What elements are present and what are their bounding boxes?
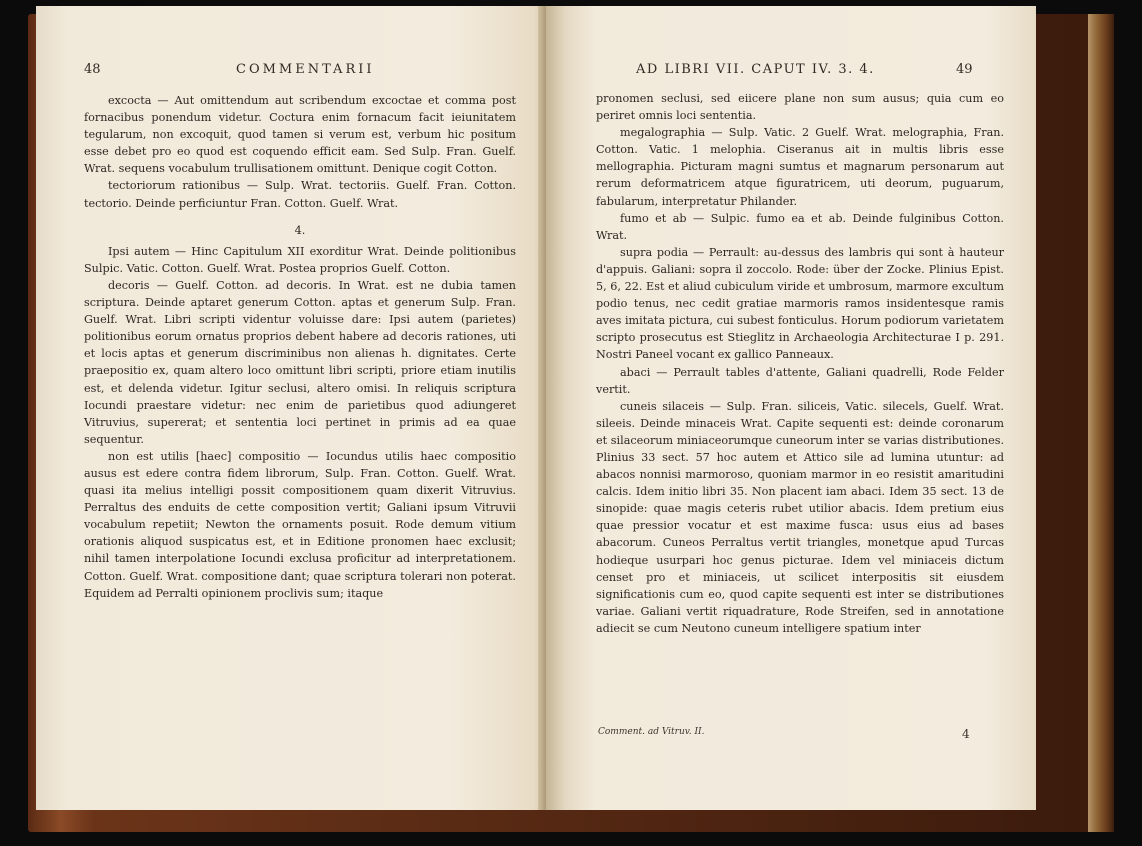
right-paragraph-2: megalographia — Sulp. Vatic. 2 Guelf. Wrat. melographia, Fran. Cotton. Vatic. 1 melophia. Ciseranus ait in multis libris esse mellographia. Picturam magni sumtus et magnarum personarum aut rerum deformatricem atque figuratricem, uti deorum, puguarum, fabularum, interpretatur Philander. <box>596 126 1004 208</box>
right-page-number: 49 <box>956 62 973 77</box>
left-running-head: COMMENTARII <box>236 62 375 77</box>
left-paragraph-3: Ipsi autem — Hinc Capitulum XII exorditur Wrat. Deinde politionibus Sulpic. Vatic. Cotton. Guelf. Wrat. Postea proprios Guelf. Cotton. <box>84 244 516 275</box>
right-paragraph-3: fumo et ab — Sulpic. fumo ea et ab. Deinde fulginibus Cotton. Wrat. <box>596 211 1004 242</box>
footer-mark: 4 <box>962 727 970 741</box>
right-paragraph-1: pronomen seclusi, sed eiicere plane non sum ausus; quia cum eo periret omnis loci sententia. <box>596 92 1004 123</box>
right-paragraph-5: abaci — Perrault tables d'attente, Galiani quadrelli, Rode Felder vertit. <box>596 365 1004 396</box>
left-page-number: 48 <box>84 62 101 77</box>
left-paragraph-1: excocta — Aut omittendum aut scribendum excoctae et comma post fornacibus ponendum videtur. Coctura enim fornacum facit ieiunitatem tegularum, non excoquit, quod tamen si verum est, verbum hic positum esse debet pro eo quod est coquendo efficit eam. Sed Sulp. Fran. Guelf. Wrat. sequens vocabulum trullisationem omittunt. Denique cogit Cotton. <box>84 94 516 176</box>
right-page <box>546 6 1036 810</box>
right-page-text <box>596 90 1004 637</box>
left-page <box>36 6 554 810</box>
left-paragraph-4: decoris — Guelf. Cotton. ad decoris. In Wrat. est ne dubia tamen scriptura. Deinde aptaret generum Cotton. aptas et generum Sulp. Fran. Guelf. Wrat. Libri scripti videntur voluisse dare: Ipsi autem (parietes) politionibus eorum ornatus proprios debent habere ad decoris rationes, uti et locis aptas et generum discriminibus non alienas h. dignitates. Certe praepositio ex, quam altero loco omittunt libri scripti, priore etiam inutilis est, et delenda videtur. Igitur seclusi, altero omisi. In reliquis scriptura Iocundi praestare videtur: nec enim de parietibus quod adiungeret Vitruvius, supererat; et sententia loci pertinet in primis ad ea quae sequentur. <box>84 278 516 446</box>
left-paragraph-2: tectoriorum rationibus — Sulp. Wrat. tectoriis. Guelf. Fran. Cotton. tectorio. Deinde perficiuntur Fran. Cotton. Guelf. Wrat. <box>84 179 516 210</box>
book-edge <box>1088 14 1114 832</box>
right-paragraph-6: cuneis silaceis — Sulp. Fran. siliceis, Vatic. silecels, Guelf. Wrat. sileeis. Deinde minaceis Wrat. Capite sequenti est: deinde coronarum et silaceorum miniaceorumque cuneorum inter se varias distributiones. Plinius 33 sect. 57 hoc autem et Attico sile ad lumina utuntur: ad abacos nonnisi marmoroso, quoniam marmor in eo resistit amaritudini calcis. Idem initio libri 35. Non placent iam abaci. Idem 35 sect. 13 de sinopide: quae magis ceteris rubet utilior abacis. Idem pretium eius quae pressior vocatur et est maxime fusca: usus eius ad bases abacorum. Cuneos Perraltus vertit triangles, monetque apud Turcas hodieque usurpari hoc genus picturae. Idem vel miniaceis dictum censet pro et miniaceis, ut scilicet interpositis sit eiusdem significationis cum eo, quod capite sequenti est inter se distributiones variae. Galiani vertit riquadrature, Rode Streifen, sed in annotatione adiecit se cum Neutono cuneum intelligere spatium inter <box>596 399 1004 635</box>
section-number: 4. <box>294 223 306 237</box>
right-paragraph-4: supra podia — Perrault: au-dessus des lambris qui sont à hauteur d'appuis. Galiani: sopra il zoccolo. Rode: über der Zocke. Plinius Epist. 5, 6, 22. Est et aliud cubiculum viride et umbrosum, marmore excultum podio tenus, nec cedit gratiae marmoris ramos insidentesque ramis aves imitata pictura, cui subest fonticulus. Horum podiorum varietatem scripto prosecutus est Stieglitz in Archaeologia Architecturae I p. 291. Nostri Paneel vocant ex gallico Panneaux. <box>596 245 1004 362</box>
left-page-text <box>84 92 516 602</box>
footer-signature: Comment. ad Vitruv. II. <box>598 727 705 737</box>
right-running-head: AD LIBRI VII. CAPUT IV. 3. 4. <box>636 62 875 77</box>
left-paragraph-5: non est utilis [haec] compositio — Iocundus utilis haec compositio ausus est edere contra fidem librorum, Sulp. Fran. Cotton. Guelf. Wrat. quasi ita melius intelligi possit compositionem quam dixerit Vitruvius. Perraltus des enduits de cette composition vertit; Galiani ipsum Vitruvii vocabulum repetiit; Newton the ornaments posuit. Rode demum vitium orationis aliquod suspicatus est, et in Editione pronomen haec exclusit; nihil tamen interpolatione Iocundi exclusa proficitur ad interpretationem. Cotton. Guelf. Wrat. compositione dant; quae scriptura tolerari non poterat. Equidem ad Perralti opinionem proclivis sum; itaque <box>84 449 516 600</box>
